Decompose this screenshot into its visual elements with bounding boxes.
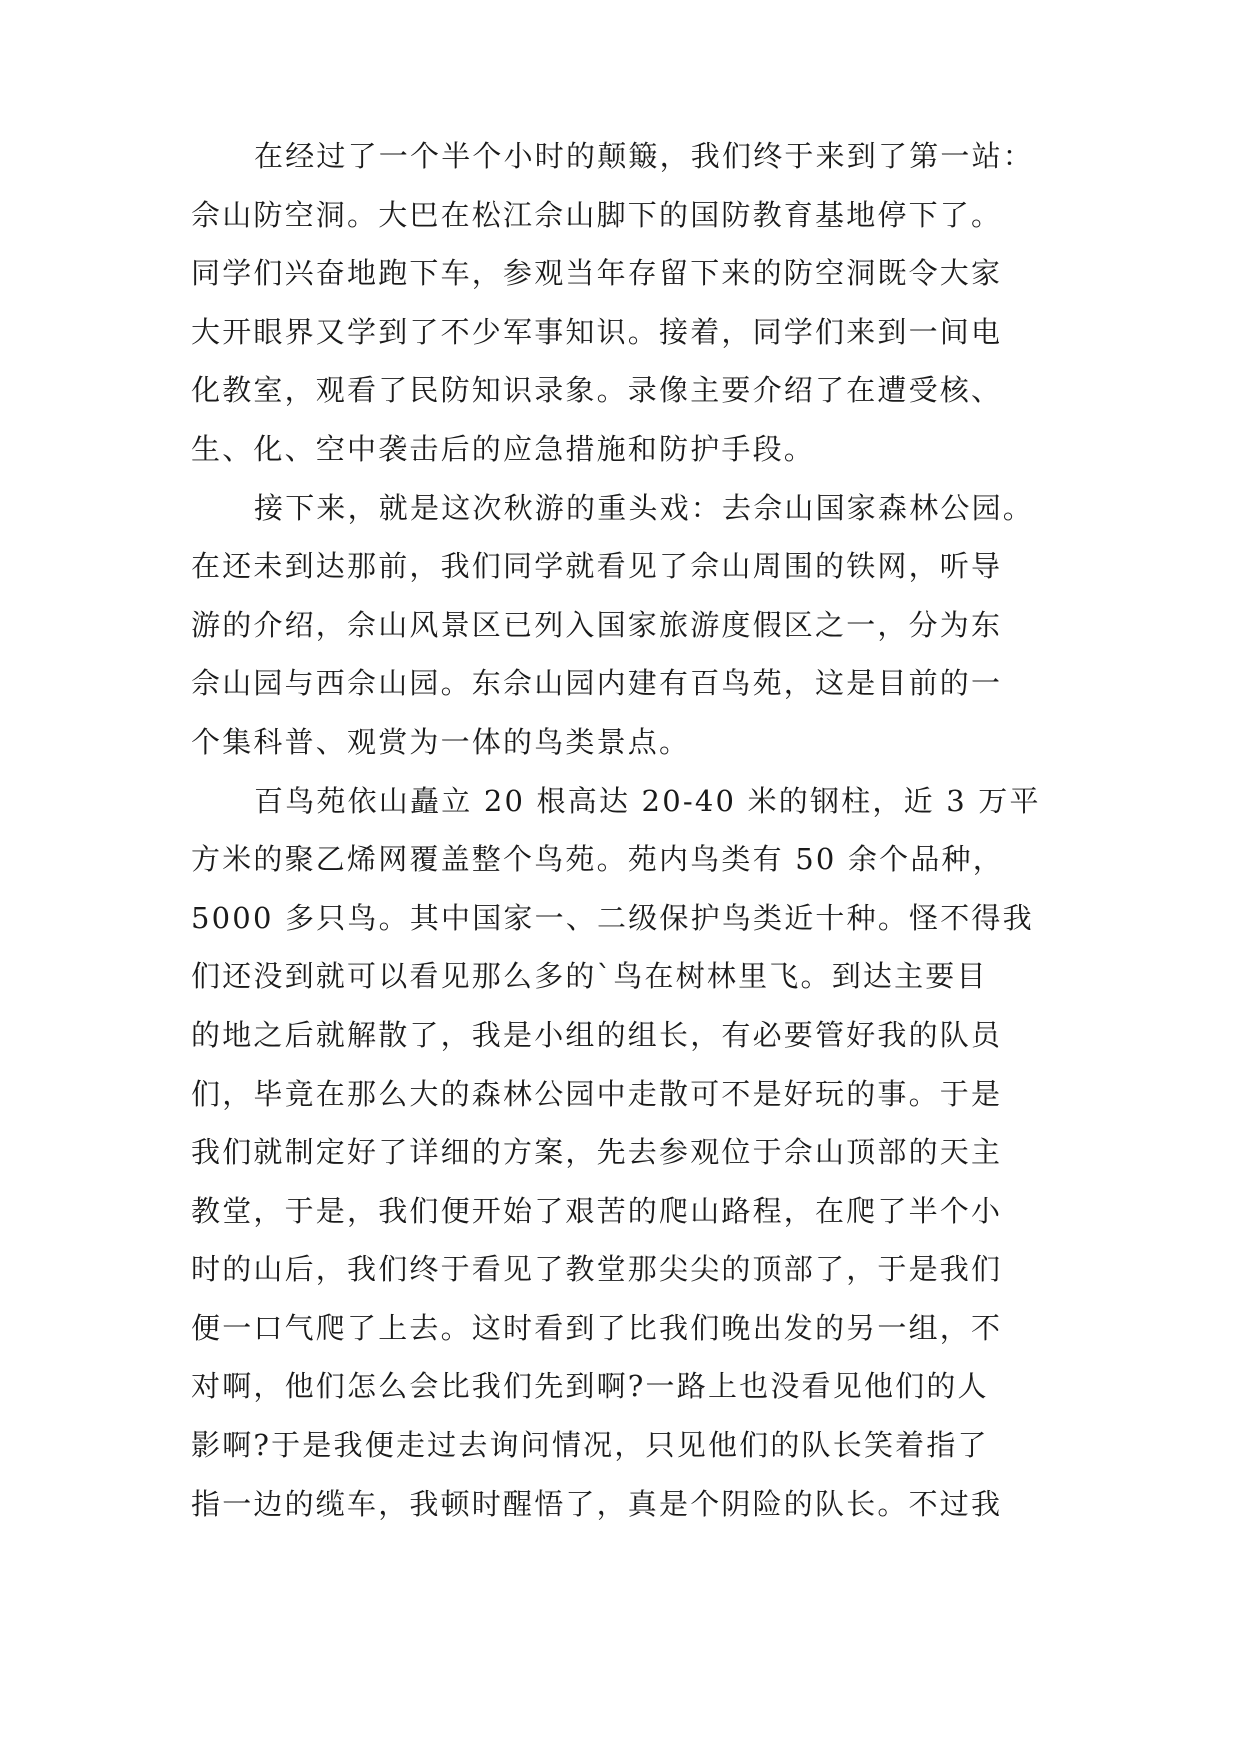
- text-line: 们，毕竟在那么大的森林公园中走散可不是好玩的事。于是: [191, 1076, 1003, 1111]
- text-line: 便一口气爬了上去。这时看到了比我们晚出发的另一组，不: [191, 1310, 1003, 1345]
- paragraph-1: [191, 127, 1071, 479]
- text-line: 方米的聚乙烯网覆盖整个鸟苑。苑内鸟类有 50 余个品种，: [191, 842, 1004, 877]
- text-line: 的地之后就解散了，我是小组的组长，有必要管好我的队员: [191, 1017, 1003, 1052]
- text-line: 生、化、空中袭击后的应急措施和防护手段。: [191, 431, 816, 466]
- text-line: 5000 多只鸟。其中国家一、二级保护鸟类近十种。怪不得我: [191, 900, 1034, 935]
- paragraph-2: [191, 479, 1071, 772]
- text-line: 教堂，于是，我们便开始了艰苦的爬山路程，在爬了半个小: [191, 1193, 1003, 1228]
- paragraph-3: [191, 772, 1071, 1534]
- text-line: 影啊?于是我便走过去询问情况，只见他们的队长笑着指了: [191, 1428, 989, 1463]
- text-line: 在经过了一个半个小时的颠簸，我们终于来到了第一站：: [254, 139, 1035, 173]
- text-line: 游的介绍，佘山风景区已列入国家旅游度假区之一，分为东: [191, 607, 1003, 642]
- text-line: 接下来，就是这次秋游的重头戏：去佘山国家森林公园。: [254, 490, 1035, 525]
- text-line: 对啊，他们怎么会比我们先到啊?一路上也没看见他们的人: [191, 1369, 989, 1404]
- text-line: 个集科普、观赏为一体的鸟类景点。: [191, 724, 691, 759]
- text-line: 大开眼界又学到了不少军事知识。接着，同学们来到一间电: [191, 314, 1003, 349]
- text-line: 百鸟苑依山矗立 20 根高达 20-40 米的钢柱，近 3 万平: [254, 783, 1041, 818]
- text-line: 同学们兴奋地跑下车，参观当年存留下来的防空洞既令大家: [191, 256, 1003, 291]
- text-line: 们还没到就可以看见那么多的`鸟在树林里飞。到达主要目: [191, 959, 988, 994]
- text-line: 佘山园与西佘山园。东佘山园内建有百鸟苑，这是目前的一: [191, 666, 1003, 701]
- text-line: 我们就制定好了详细的方案，先去参观位于佘山顶部的天主: [191, 1135, 1003, 1170]
- text-line: 化教室，观看了民防知识录象。录像主要介绍了在遭受核、: [191, 373, 1003, 408]
- text-line: 在还未到达那前，我们同学就看见了佘山周围的铁网，听导: [191, 549, 1003, 584]
- document-body: [191, 127, 1071, 1533]
- text-line: 佘山防空洞。大巴在松江佘山脚下的国防教育基地停下了。: [191, 197, 1003, 232]
- text-line: 时的山后，我们终于看见了教堂那尖尖的顶部了，于是我们: [191, 1252, 1003, 1287]
- text-line: 指一边的缆车，我顿时醒悟了，真是个阴险的队长。不过我: [191, 1486, 1003, 1521]
